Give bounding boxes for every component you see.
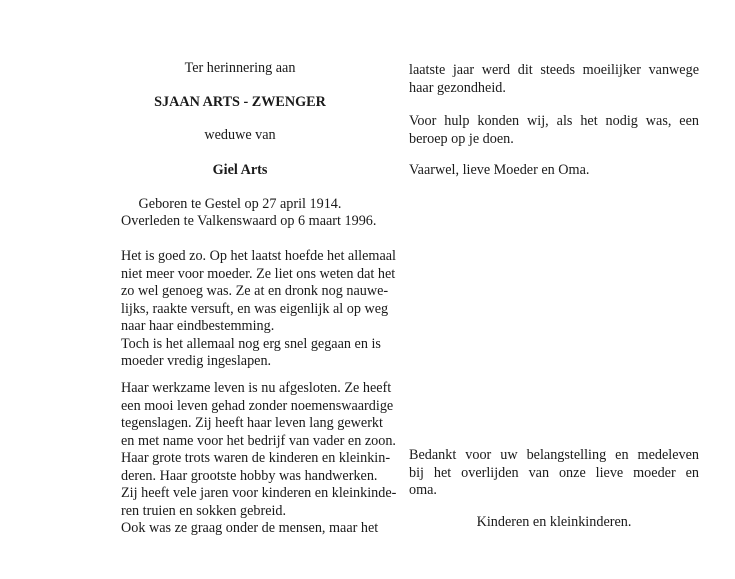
death-date: Overleden te Valkenswaard op 6 maart 1996. [121, 213, 377, 229]
text-line: tegenslagen. Zij heeft haar leven lang gewerkt [121, 415, 383, 431]
text-line: lijks, raakte versuft, en was eigenlijk al op weg [121, 300, 389, 317]
paragraph-2 [121, 380, 397, 538]
text-line: Haar grote trots waren de kinderen en kleinkin- [121, 450, 391, 466]
text-line: Het is goed zo. Op het laatst hoefde het allemaal [121, 248, 396, 264]
relation-text: weduwe van [204, 127, 276, 143]
intro-text: Ter herinnering aan [184, 60, 296, 76]
thanks-paragraph [409, 447, 699, 500]
signature-line: Kinderen en kleinkinderen. [476, 514, 632, 530]
paragraph-1 [121, 248, 396, 371]
text-line: deren. Haar grootste hobby was handwerken. [121, 467, 378, 484]
text-line: ren truien en sokken gebreid. [121, 502, 287, 519]
text-line: naar haar eindbestemming. [121, 318, 275, 334]
text-line: beroep op je doen. [409, 130, 514, 147]
text-line: Zij heeft vele jaren voor kinderen en kleinkinde- [121, 485, 397, 501]
text-line: Haar werkzame leven is nu afgesloten. Ze heeft [121, 380, 392, 396]
right-paragraph-2 [409, 113, 699, 148]
text-line: moeder vredig ingeslapen. [121, 353, 272, 369]
text-line: Voor hulp konden wij, als het nodig was, een [409, 113, 699, 129]
text-line: bij het overlijden van onze lieve moeder en [409, 464, 699, 481]
text-line: een mooi leven gehad zonder noemenswaardige [121, 397, 394, 414]
spouse-name: Giel Arts [212, 162, 268, 178]
right-paragraph-1 [409, 62, 699, 97]
text-line: niet meer voor moeder. Ze liet ons weten dat het [121, 265, 396, 282]
text-line: zo wel genoeg was. Ze at en dronk nog nauwe- [121, 283, 389, 299]
farewell-line: Vaarwel, lieve Moeder en Oma. [409, 162, 590, 178]
signature [409, 514, 699, 532]
text-line: laatste jaar werd dit steeds moeilijker vanwege [409, 62, 699, 78]
farewell-text [409, 162, 699, 180]
text-line: haar gezondheid. [409, 79, 506, 96]
text-line: en met name voor het bedrijf van vader en zoon. [121, 432, 396, 449]
deceased-name: SJAAN ARTS - ZWENGER [154, 94, 326, 110]
text-line: Bedankt voor uw belangstelling en medeleven [409, 447, 699, 463]
text-line: Toch is het allemaal nog erg snel gegaan en is [121, 335, 381, 352]
birth-date: Geboren te Gestel op 27 april 1914. [138, 196, 342, 212]
text-line: Ook was ze graag onder de mensen, maar het [121, 520, 379, 536]
text-line: oma. [409, 482, 437, 498]
